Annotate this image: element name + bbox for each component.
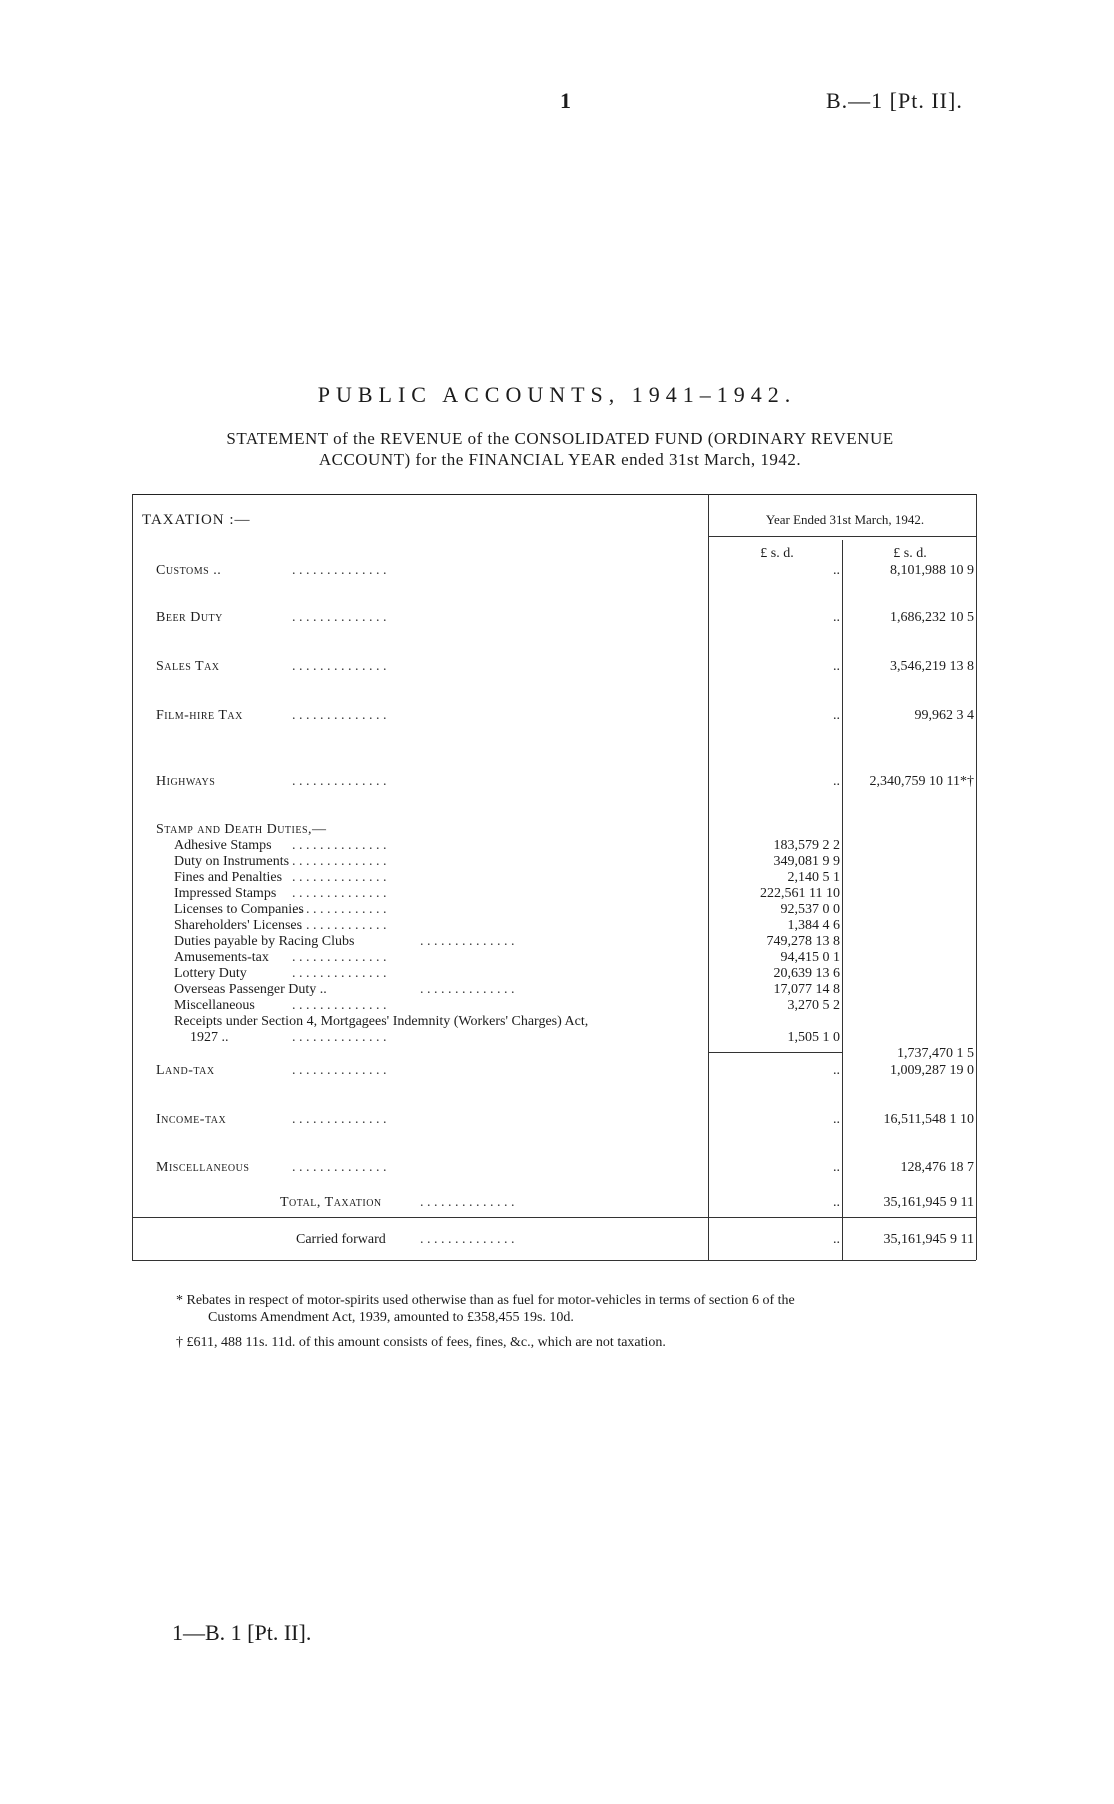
outer-value: 3,546,219 13 8: [890, 659, 974, 674]
leader-dots: . . . . . . . . . . . . . .: [420, 1232, 515, 1247]
column-divider-rule: [842, 540, 843, 1260]
outer-value: 1,686,232 10 5: [890, 610, 974, 625]
item-label: Duties payable by Racing Clubs: [174, 934, 355, 949]
taxation-heading: TAXATION :—: [142, 512, 251, 528]
table-top-rule: [132, 494, 976, 495]
receipts-label-line-1: Receipts under Section 4, Mortgagees' Indemnity (Workers' Charges) Act,: [174, 1014, 589, 1029]
inner-column-header: £ s. d.: [760, 546, 794, 561]
leader-dots: . . . . . . . . . . . . . .: [292, 1160, 387, 1175]
table-left-rule: [132, 494, 133, 1260]
leader-dots: . . . . . . . . . . . . . .: [292, 870, 387, 885]
leader-dots: . . . . . . . . . . . . . .: [292, 1112, 387, 1127]
item-value: 222,561 11 10: [760, 886, 840, 901]
footnote-dagger: † £611, 488 11s. 11d. of this amount consists of fees, fines, &c., which are not taxation.: [176, 1335, 666, 1350]
table-divider-rule: [708, 494, 709, 1260]
leader-dots: . . . . . . . . . . . . . .: [292, 886, 387, 901]
leader-dots: . . . . . . . . . . . . . .: [420, 1195, 515, 1210]
total-rule: [132, 1217, 976, 1218]
footnote-star: [176, 1292, 976, 1326]
total-inner: ..: [833, 1195, 840, 1210]
table-right-rule: [976, 494, 977, 1260]
item-label: Impressed Stamps: [174, 886, 277, 901]
item-value: 2,140 5 1: [787, 870, 840, 885]
item-label: Duty on Instruments: [174, 854, 290, 869]
header-rule: [708, 536, 976, 537]
stamp-subtotal-value: 1,737,470 1 5: [897, 1046, 974, 1061]
carried-forward-value: 35,161,945 9 11: [883, 1232, 974, 1247]
row-label: Beer Duty: [156, 610, 223, 625]
outer-column-header: £ s. d.: [893, 546, 927, 561]
item-label: Miscellaneous: [174, 998, 255, 1013]
leader-dots: . . . . . . . . . . . . . .: [292, 1030, 387, 1045]
leader-dots: . . . . . . . . . . . . . .: [292, 708, 387, 723]
footnote-star-line-1: * Rebates in respect of motor-spirits used otherwise than as fuel for motor-vehicles in terms of section 6 of the: [176, 1293, 795, 1308]
leader-dots: . . . . . . . . . . . . . .: [292, 1063, 387, 1078]
page-title: PUBLIC ACCOUNTS, 1941–1942.: [317, 382, 797, 407]
leader-dots: . . . . . . . . . . . . . .: [292, 998, 387, 1013]
inner-value: ..: [833, 610, 840, 625]
leader-dots: . . . . . . . . . . . . . .: [292, 659, 387, 674]
document-reference: B.—1 [Pt. II].: [826, 88, 963, 113]
row-label: Miscellaneous: [156, 1160, 250, 1175]
subtitle-line-2: ACCOUNT) for the FINANCIAL YEAR ended 31st March, 1942.: [318, 450, 802, 469]
page-number: 1: [560, 88, 571, 113]
item-value: 20,639 13 6: [773, 966, 840, 981]
item-value: 183,579 2 2: [773, 838, 840, 853]
item-label: Adhesive Stamps: [174, 838, 272, 853]
outer-value: 1,009,287 19 0: [890, 1063, 974, 1078]
leader-dots: . . . . . . . . . . . . . .: [292, 774, 387, 789]
receipts-label-line-2: 1927 ..: [190, 1030, 229, 1045]
stamp-subtotal-rule: [708, 1052, 842, 1053]
table-bottom-rule: [132, 1260, 976, 1261]
item-label: Licenses to Companies: [174, 902, 304, 917]
leader-dots: . . . . . . . . . . . . . .: [420, 934, 515, 949]
item-label: Overseas Passenger Duty ..: [174, 982, 327, 997]
inner-value: ..: [833, 563, 840, 578]
inner-value: ..: [833, 1112, 840, 1127]
subtitle-line-1: STATEMENT of the REVENUE of the CONSOLIDATED FUND (ORDINARY REVENUE: [226, 429, 894, 448]
outer-value: 8,101,988 10 9: [890, 563, 974, 578]
item-value: 92,537 0 0: [780, 902, 840, 917]
item-label: Amusements-tax: [174, 950, 269, 965]
item-label: Fines and Penalties: [174, 870, 283, 885]
item-value: 17,077 14 8: [773, 982, 840, 997]
row-label: Land-tax: [156, 1063, 215, 1078]
item-value: 94,415 0 1: [780, 950, 840, 965]
stamp-duties-heading: Stamp and Death Duties,—: [156, 822, 327, 837]
outer-value: 2,340,759 10 11*†: [869, 774, 974, 789]
carried-forward-label: Carried forward: [296, 1232, 386, 1247]
item-label: Shareholders' Licenses: [174, 918, 303, 933]
leader-dots: . . . . . . . . . . . . . .: [292, 563, 387, 578]
leader-dots: . . . . . . . . . . . . . .: [292, 854, 387, 869]
footer-reference: 1—B. 1 [Pt. II].: [172, 1620, 312, 1645]
leader-dots: . . . . . . . . . . . . . .: [292, 950, 387, 965]
receipts-value: 1,505 1 0: [787, 1030, 840, 1045]
total-label: Total, Taxation: [280, 1195, 382, 1210]
outer-value: 99,962 3 4: [914, 708, 974, 723]
carried-forward-inner: ..: [833, 1232, 840, 1247]
row-label: Highways: [156, 774, 216, 789]
item-label: Lottery Duty: [174, 966, 247, 981]
leader-dots: . . . . . . . . . . . . . .: [292, 902, 387, 917]
leader-dots: . . . . . . . . . . . . . .: [292, 966, 387, 981]
leader-dots: . . . . . . . . . . . . . .: [292, 838, 387, 853]
item-value: 3,270 5 2: [787, 998, 840, 1013]
item-value: 749,278 13 8: [766, 934, 840, 949]
item-value: 349,081 9 9: [773, 854, 840, 869]
footnote-star-line-2: Customs Amendment Act, 1939, amounted to £358,455 19s. 10d.: [208, 1310, 574, 1325]
row-label: Film-hire Tax: [156, 708, 243, 723]
period-header: Year Ended 31st March, 1942.: [765, 512, 925, 527]
leader-dots: . . . . . . . . . . . . . .: [420, 982, 515, 997]
total-value: 35,161,945 9 11: [883, 1195, 974, 1210]
inner-value: ..: [833, 659, 840, 674]
row-label: Income-tax: [156, 1112, 227, 1127]
inner-value: ..: [833, 1160, 840, 1175]
leader-dots: . . . . . . . . . . . . . .: [292, 610, 387, 625]
item-value: 1,384 4 6: [787, 918, 840, 933]
statement-subtitle: [60, 428, 1060, 470]
row-label: Customs ..: [156, 563, 222, 578]
outer-value: 128,476 18 7: [900, 1160, 974, 1175]
inner-value: ..: [833, 1063, 840, 1078]
leader-dots: . . . . . . . . . . . . . .: [292, 918, 387, 933]
row-label: Sales Tax: [156, 659, 220, 674]
inner-value: ..: [833, 708, 840, 723]
inner-value: ..: [833, 774, 840, 789]
outer-value: 16,511,548 1 10: [883, 1112, 974, 1127]
